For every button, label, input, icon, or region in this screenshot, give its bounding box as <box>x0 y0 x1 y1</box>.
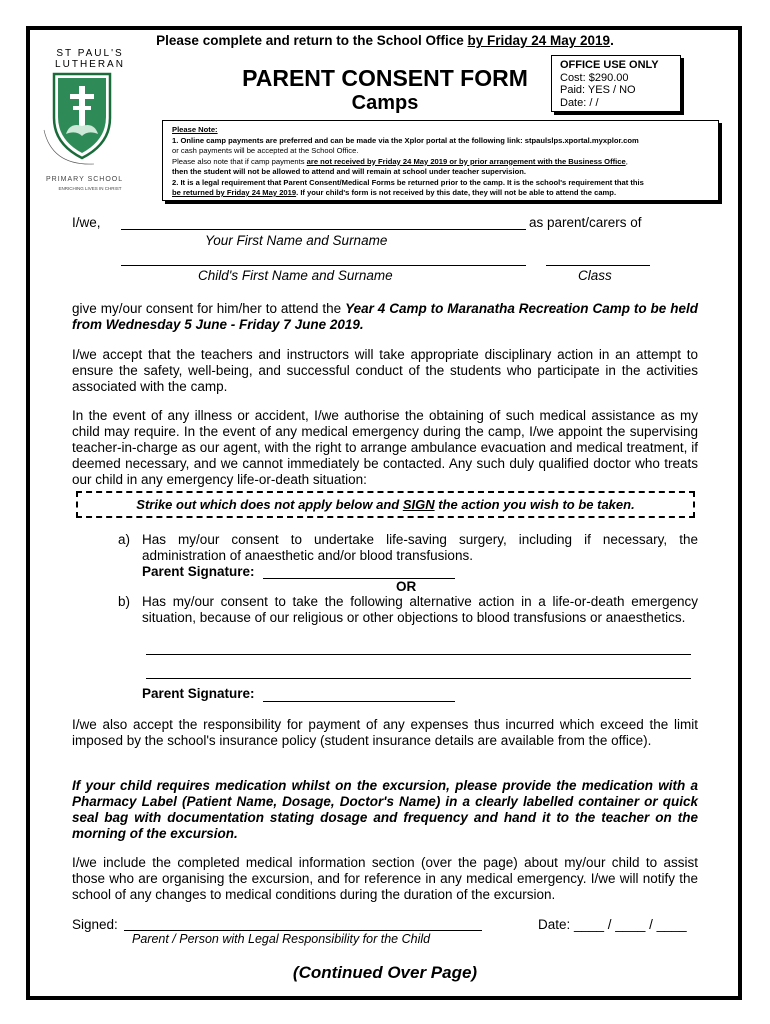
parent-name-field[interactable] <box>121 214 526 230</box>
option-b-signature-field[interactable] <box>263 686 455 702</box>
continued-over-page: (Continued Over Page) <box>292 963 478 982</box>
note-item2a: 2. It is a legal requirement that Parent Consent/Medical Forms be returned prior to the camp. It is the school's requirement that this <box>172 177 644 187</box>
office-cost: Cost: $290.00 <box>560 71 629 84</box>
consent-camp-details: Year 4 Camp to Maranatha Recreation Camp to be held from Wednesday 5 June - Friday 7 June 2019. <box>72 301 698 332</box>
option-b-mark: b) <box>118 594 131 609</box>
signed-label: Signed: <box>72 917 118 932</box>
illness-paragraph: In the event of any illness or accident, I/we authorise the obtaining of such medical assistance as my child may require. In the event of any medical emergency during the camp, I/we appoint the supervising teacher-in-charge as our agent, with the right to arrange ambulance evacuation and medical treatment, if deemed necessary, and we cannot immediately be contacted. Any such duly qualified doctor who treats our child in any emergency life-or-death situation: <box>72 408 698 487</box>
instruction-deadline: by Friday 24 May 2019 <box>467 33 611 48</box>
option-a <box>118 532 698 564</box>
note-item1: 1. Online camp payments are preferred and can be made via the Xplor portal at the following link: stpaulslps.xportal.myxplor.com <box>172 135 639 145</box>
expenses-paragraph: I/we also accept the responsibility for payment of any expenses thus incurred which exceed the limit imposed by the school's insurance policy (student insurance details are available from the office). <box>72 717 698 748</box>
option-b-text: Has my/our consent to take the following alternative action in a life-or-death emergency situation, because of our religious or other objections to blood transfusions or anaesthetics. <box>142 594 698 625</box>
accept-paragraph: I/we accept that the teachers and instructors will take appropriate disciplinary action in an attempt to ensure the safety, well-being, and successful conduct of the students who participate in the activities associated with the camp. <box>72 347 698 394</box>
logo-second-text: LUTHERAN <box>55 59 125 70</box>
class-field[interactable] <box>546 250 650 266</box>
strike-sign: SIGN <box>402 497 435 512</box>
note-item1b-suffix: , <box>625 156 628 166</box>
as-parent-label: as parent/carers of <box>529 215 642 230</box>
note-item1b <box>172 157 709 168</box>
option-b-signature-label: Parent Signature: <box>142 686 255 701</box>
instruction-prefix: Please complete and return to the School Office <box>156 33 468 48</box>
note-item2b <box>172 188 709 199</box>
form-title: PARENT CONSENT FORM <box>242 65 528 91</box>
or-label: OR <box>396 579 417 594</box>
date-field[interactable]: Date: ____ / ____ / ____ <box>538 917 687 932</box>
logo-ring-text: PRIMARY SCHOOL <box>46 176 124 183</box>
consent-paragraph <box>72 301 698 333</box>
child-name-caption: Child's First Name and Surname <box>198 268 393 283</box>
note-item1b-prefix: Please also note that if camp payments <box>172 156 307 166</box>
strike-prefix: Strike out which does not apply below and <box>136 497 403 512</box>
option-a-text: Has my/our consent to undertake life-saving surgery, including if necessary, the administration of anaesthetic and/or blood transfusions. <box>142 532 698 563</box>
form-subtitle: Camps <box>351 92 419 114</box>
logo-top-text: ST PAUL'S <box>56 48 124 59</box>
office-use-heading: OFFICE USE ONLY <box>560 59 659 71</box>
medical-info-paragraph: I/we include the completed medical information section (over the page) about my/our child to assist those who are organising the excursion, and for reference in any medical emergency. I/we will notify the school of any changes to medical conditions during the duration of the excursion. <box>72 855 698 902</box>
office-use-box <box>551 55 681 112</box>
note-item2b-underline: be returned by Friday 24 May 2019 <box>172 188 297 197</box>
logo-shield-icon <box>36 70 144 170</box>
option-a-signature-label: Parent Signature: <box>142 564 255 579</box>
medication-paragraph: If your child requires medication whilst on the excursion, please provide the medication with a Pharmacy Label (Patient Name, Dosage, Doctor's Name) in a clearly labelled container or quick seal bag with documentation stating dosage and frequency and hand it to the teacher on the morning of the excursion. <box>72 778 698 841</box>
office-date: Date: / / <box>560 96 599 109</box>
note-heading: Please Note: <box>172 125 218 134</box>
instruction-suffix: . <box>610 33 614 48</box>
signed-field[interactable] <box>124 915 482 931</box>
your-name-caption: Your First Name and Surname <box>205 233 388 248</box>
note-item1-rest: or cash payments will be accepted at the School Office. <box>172 146 359 155</box>
office-paid: Paid: YES / NO <box>560 84 636 96</box>
note-item1b-underline: are not received by Friday 24 May 2019 or by prior arrangement with the Business Office <box>306 156 626 166</box>
strike-suffix: the action you wish to be taken. <box>434 497 635 512</box>
iwe-label: I/we, <box>72 215 101 230</box>
class-caption: Class <box>578 268 612 283</box>
alternative-action-line-2[interactable] <box>146 664 691 679</box>
child-name-field[interactable] <box>121 250 526 266</box>
option-a-signature-field[interactable] <box>263 563 455 579</box>
signed-caption: Parent / Person with Legal Responsibility for the Child <box>132 932 431 946</box>
alternative-action-line-1[interactable] <box>146 640 691 655</box>
logo-motto: ENRICHING LIVES IN CHRIST <box>58 186 122 191</box>
note-item2b-suffix: . If your child's form is not received by this date, they will not be able to attend the camp. <box>296 188 617 197</box>
option-a-mark: a) <box>118 532 131 547</box>
strike-out-instruction <box>76 491 695 518</box>
please-note-box <box>162 120 719 201</box>
school-logo <box>36 48 144 191</box>
note-item1c: then the student will not be allowed to attend and will remain at school under teacher supervision. <box>172 167 527 176</box>
return-instruction <box>0 33 770 48</box>
option-b <box>118 594 698 626</box>
consent-prefix: give my/our consent for him/her to attend the <box>72 301 346 316</box>
